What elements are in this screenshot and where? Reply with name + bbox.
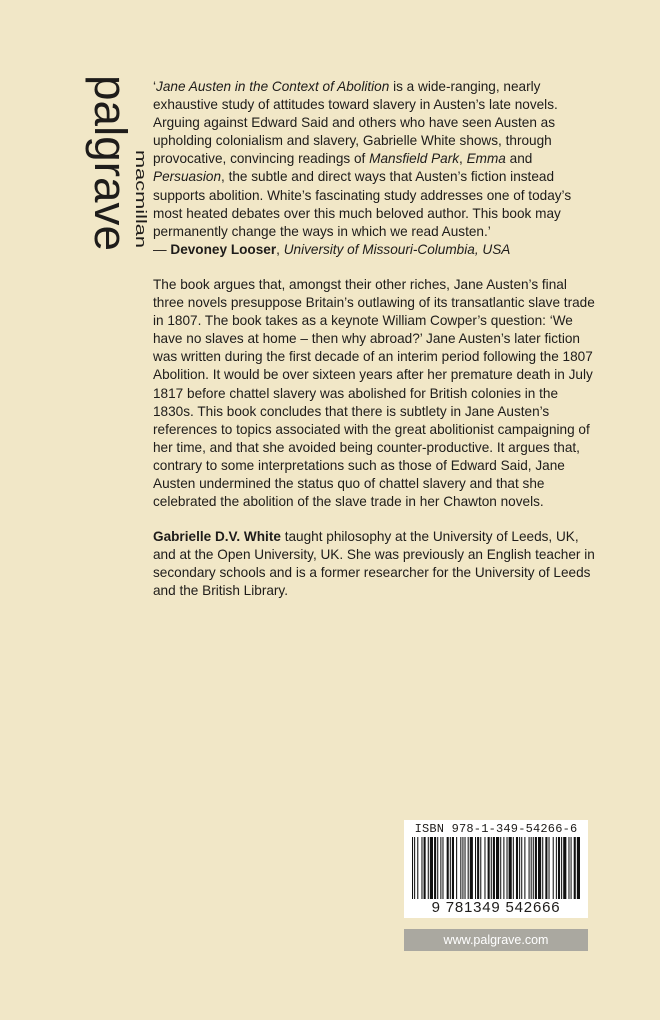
barcode-bar bbox=[470, 837, 473, 907]
attribution-dash: — bbox=[153, 241, 171, 257]
barcode-bar bbox=[428, 837, 429, 907]
barcode-bar bbox=[460, 837, 461, 907]
barcode-bar bbox=[493, 837, 495, 907]
review-text: , the subtle and direct ways that Austen’s fiction instead supports abolition. White’s fascinating study addresses one of today’s most heated debates over this much beloved author. This book may permanently change the ways in which we read Austen.’ bbox=[153, 169, 572, 239]
barcode-bar bbox=[477, 837, 479, 907]
barcode-bar bbox=[558, 837, 560, 907]
barcode-bar bbox=[424, 837, 426, 907]
barcode-bar bbox=[462, 837, 463, 907]
barcode-bar bbox=[535, 837, 537, 907]
barcode-bar bbox=[452, 837, 454, 907]
barcode-bar bbox=[577, 837, 580, 907]
barcode-bar bbox=[513, 837, 514, 907]
palgrave-macmillan-logo bbox=[78, 75, 158, 255]
barcode-bar bbox=[414, 837, 415, 907]
synopsis: The book argues that, amongst their other riches, Jane Austen’s final three novels presuppose Britain’s outlawing of its transatlantic slave trade in 1807. The book takes as a keynote William Cowper’s question: ‘We have no slaves at home – then why abroad?’ Jane Austen’s later fiction was written during the first decade of an interim period following the 1807 Abolition. It would be over sixteen years after her premature death in July 1817 before chattel slavery was abolished for British colonies in the 1830s. This book concludes that there is subtlety in Jane Austen’s references to topics associated with the great abolitionist campaigning of her time, and that she avoided being counter-productive. It argues that, contrary to some interpretations such as those of Edward Said, Jane Austen undermined the status quo of chattel slavery and that she celebrated the abolition of the slave trade in her Chawton novels. bbox=[153, 276, 595, 510]
barcode-bar bbox=[412, 837, 413, 907]
isbn-barcode bbox=[404, 820, 588, 918]
review-quote: ‘Jane Austen in the Context of Abolition is a wide-ranging, nearly exhaustive study of attitudes toward slavery in Austen’s late novels. Arguing against Edward Said and others who have seen Austen as upholding colonialism and slavery, Gabrielle White shows, through provocative, convincing readings of Mansfield Park, Emma and Persuasion, the subtle and direct ways that Austen’s fiction instead supports abolition. White’s fascinating study addresses one of today’s most heated debates over this much beloved author. This book may permanently change the ways in which we read Austen.’ — Devoney Looser, University of Missouri-Columbia, USA bbox=[153, 79, 572, 257]
barcode-bar bbox=[521, 837, 522, 907]
reviewer-name: Devoney Looser bbox=[170, 241, 277, 257]
author-bio bbox=[153, 528, 598, 600]
barcode-bar bbox=[519, 837, 520, 907]
barcode-bar bbox=[516, 837, 518, 907]
reviewer-separator: , bbox=[276, 241, 284, 257]
publisher-website[interactable]: www.palgrave.com bbox=[404, 929, 588, 951]
barcode-bar bbox=[563, 837, 566, 907]
barcode-bar bbox=[442, 837, 443, 907]
barcode-bar bbox=[421, 837, 422, 907]
barcode-bar bbox=[456, 837, 457, 907]
barcode-bar bbox=[484, 837, 485, 907]
book-title: Jane Austen in the Context of Abolition bbox=[156, 79, 390, 94]
back-cover-text bbox=[153, 78, 598, 601]
barcode-bar bbox=[475, 837, 476, 907]
isbn-digits: 9 781349 542666 bbox=[404, 899, 588, 917]
novel-title: Mansfield Park bbox=[369, 151, 460, 167]
barcode-bar bbox=[568, 837, 569, 907]
novel-title: Persuasion bbox=[153, 169, 222, 185]
barcode-bar bbox=[437, 837, 438, 907]
barcode-bar bbox=[450, 837, 451, 907]
barcode-bar bbox=[529, 837, 530, 907]
barcode-bar bbox=[524, 837, 525, 907]
reviewer-affiliation: University of Missouri-Columbia, USA bbox=[283, 241, 511, 257]
barcode-bar bbox=[561, 837, 562, 907]
barcode-bar bbox=[500, 837, 501, 907]
barcode-bar bbox=[480, 837, 481, 907]
barcode-bar bbox=[465, 837, 466, 907]
review-separator: and bbox=[505, 151, 533, 167]
barcode-bar bbox=[542, 837, 543, 907]
barcode-bar bbox=[440, 837, 441, 907]
barcode-bar bbox=[549, 837, 550, 907]
isbn-label: ISBN 978-1-349-54266-6 bbox=[414, 822, 578, 836]
barcode-bar bbox=[531, 837, 532, 907]
barcode-bar bbox=[509, 837, 512, 907]
review-separator: , bbox=[459, 151, 467, 167]
barcode-bars bbox=[410, 837, 582, 907]
barcode-bar bbox=[496, 837, 499, 907]
publisher-name: palgrave bbox=[85, 75, 136, 248]
barcode-bar bbox=[491, 837, 492, 907]
barcode-bar bbox=[488, 837, 490, 907]
author-bio-text: taught philosophy at the University of Leeds, UK, and at the Open University, UK. She was previously an English teacher in secondary schools and is a former researcher for the University of Leeds and the British Library. bbox=[153, 529, 595, 599]
barcode-bar bbox=[553, 837, 554, 907]
barcode-bar bbox=[503, 837, 504, 907]
barcode-bar bbox=[468, 837, 469, 907]
barcode-bar bbox=[571, 837, 572, 907]
review-text: is a wide-ranging, nearly exhaustive study of attitudes toward slavery in Austen’s late novels. Arguing against Edward Said and others who have seen Austen as upholding colonialism and slavery, Gabrielle White shows, through provocative, convincing readings of bbox=[153, 79, 558, 167]
barcode-bar bbox=[430, 837, 433, 907]
barcode-bar bbox=[538, 837, 541, 907]
publisher-imprint: macmillan bbox=[132, 150, 149, 218]
barcode-bar bbox=[545, 837, 547, 907]
barcode-bar bbox=[417, 837, 418, 907]
barcode-bar bbox=[574, 837, 576, 907]
barcode-bar bbox=[447, 837, 449, 907]
barcode-bar bbox=[556, 837, 557, 907]
barcode-bar bbox=[434, 837, 436, 907]
novel-title: Emma bbox=[466, 151, 506, 167]
barcode-bar bbox=[533, 837, 534, 907]
author-name: Gabrielle D.V. White bbox=[153, 529, 281, 545]
barcode-bar bbox=[507, 837, 508, 907]
